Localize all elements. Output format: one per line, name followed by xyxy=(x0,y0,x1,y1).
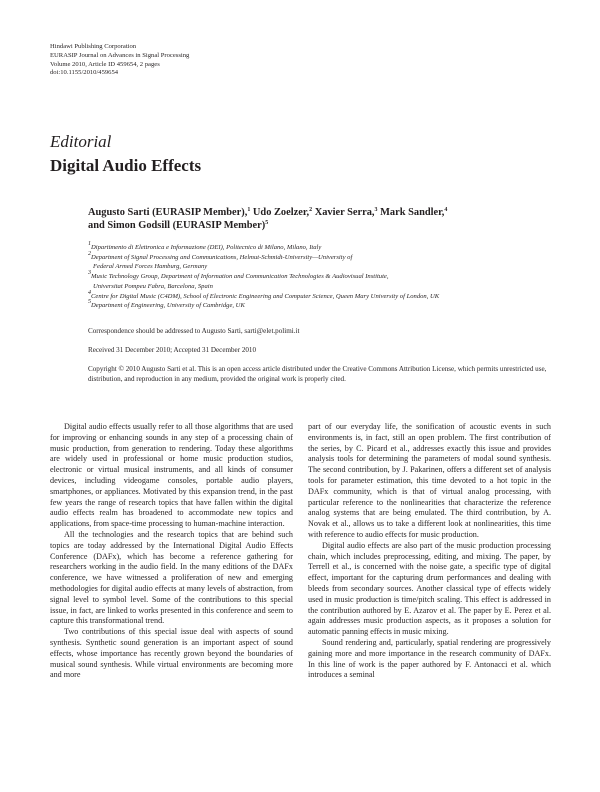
affiliation-mark: 3 xyxy=(88,270,91,277)
volume-line: Volume 2010, Article ID 459654, 2 pages xyxy=(50,60,160,68)
author-affil-mark: 5 xyxy=(265,220,269,227)
author-name: and Simon Godsill (EURASIP Member) xyxy=(88,220,266,232)
affiliation-item xyxy=(88,243,558,253)
affiliation-item xyxy=(88,250,558,263)
author-name: Augusto Sarti (EURASIP Member), xyxy=(88,207,248,218)
body-paragraph: All the technologies and the research topics that are behind such topics are today addressed by the International Digital Audio Effects Conference (DAFx), which has become a reference gathering for researchers working in the audio field. In the many editions of the DAFx conference, we have witnessed a proliferation of new and emerging methodologies for digital audio effects at many levels of abstraction, from signal level to symbol level. Some of the contributions to this special issue, in fact, are linked to works presented in this conference and seem to capture this transformational trend. xyxy=(50,529,293,626)
article-type: Editorial xyxy=(50,132,112,151)
author-line-1 xyxy=(88,206,558,219)
author-line-2 xyxy=(88,219,558,232)
received-dates: Received 31 December 2010; Accepted 31 December 2010 xyxy=(88,346,257,354)
affiliation-item xyxy=(88,301,558,311)
body-paragraph: Digital audio effects are also part of the music production processing chain, which includes preprocessing, editing, and mixing. The paper, by Terrell et al., is concerned with the noise gate, a specific type of digital effect, important for the capturing drum performances and dealing with bleeds from secondary sources. Another classical type of effects widely used in music production is time/pitch scaling. This effect is addressed in the contribution authored by E. Azarov et al. The paper by E. Perez et al. again addresses music production aspects, as it proposes a solution for automatic panning effects in music mixing. xyxy=(308,540,551,637)
affiliation-text: Department of Engineering, University of Cambridge, UK xyxy=(91,302,245,310)
affiliation-continuation: Universitat Pompeu Fabra, Barcelona, Spain xyxy=(93,282,213,290)
body-paragraph-continued: part of our everyday life, the sonification of acoustic events in such environments is, in fact, still an open problem. The first contribution of the series, by C. Picard et al., addresses exactly this issue and provides analysis tools for determining the parameters of modal sound synthesis. The second contribution, by J. Pakarinen, offers a different set of analysis tools for parameter estimation, this time devoted to a hot topic in the DAFx community, which is that of virtual analog processing, with particular reference to the nonlinearities that characterize the reference analog systems that are being emulated. The third contribution, by A. Novak et al., allows us to take a different look at nonlinearities, this time with reference to audio effects for music production. xyxy=(308,422,551,539)
affiliation-mark: 5 xyxy=(88,299,91,306)
author-affil-mark: 2 xyxy=(309,207,313,213)
copyright-notice: Copyright © 2010 Augusto Sarti et al. This is an open access article distributed under the Creative Commons Attribution License, which permits unrestricted use, distribution, and reproduction in any medium, provided the original work is properly cited. xyxy=(88,365,547,384)
body-paragraph: Two contributions of this special issue deal with aspects of sound synthesis. Synthetic sound generation is an important aspect of sound effects, whose importance has recently grown beyond the boundaries of musical sound synthesis. While virtual environments are becoming more and more xyxy=(50,627,293,680)
author-name: Udo Zoelzer, xyxy=(250,207,310,218)
affiliation-mark: 2 xyxy=(88,250,91,257)
affiliation-text: Dipartimento di Elettronica e Informazione (DEI), Politecnico di Milano, Milano, Italy xyxy=(91,244,322,251)
affiliation-text: Department of Signal Processing and Communications, Helmut-Schmidt-University—University of xyxy=(91,253,353,261)
body-column-left xyxy=(50,422,293,681)
affiliation-continuation: Federal Armed Forces Hamburg, Germany xyxy=(93,263,208,271)
author-name: Mark Sandler, xyxy=(377,207,445,218)
journal-header xyxy=(50,43,189,78)
journal-line: EURASIP Journal on Advances in Signal Processing xyxy=(50,51,190,59)
correspondence: Correspondence should be addressed to Augusto Sarti, sarti@elet.polimi.it xyxy=(88,327,300,335)
affiliation-text: Music Technology Group, Department of Information and Communication Technologies & Audiovisual Institute, xyxy=(91,273,389,281)
article-title: Digital Audio Effects xyxy=(50,156,202,175)
affiliation-text: Centre for Digital Music (C4DM), School of Electronic Engineering and Computer Science, Queen Mary University of London, UK xyxy=(91,292,440,300)
affiliation-mark: 1 xyxy=(88,241,91,247)
author-list xyxy=(88,206,558,233)
author-affil-mark: 3 xyxy=(374,207,378,213)
affiliation-item xyxy=(88,272,558,282)
author-affil-mark: 1 xyxy=(247,207,251,213)
author-name: Xavier Serra, xyxy=(312,207,375,218)
author-affil-mark: 4 xyxy=(444,207,448,213)
doi-line: doi:10.1155/2010/459654 xyxy=(50,69,119,77)
affiliation-list xyxy=(88,243,558,311)
affiliation-item xyxy=(88,289,558,302)
affiliation-mark: 4 xyxy=(88,289,91,296)
body-column-right xyxy=(308,422,551,681)
body-paragraph: Digital audio effects usually refer to all those algorithms that are used for improving or enhancing sounds in any step of a processing chain of music production, from generation to rendering. Today these algorithms are widely used in professional or home music production studios, electronic or virtual musical instruments, and all kinds of consumer devices, including videogame consoles, portable audio players, smartphones, or appliances. Motivated by this expansion trend, in the past few years the range of research topics that have fallen within the digital audio effects realm has broadened to accommodate new topics and applications, from space-time processing to human-machine interaction. xyxy=(50,422,293,529)
publisher-line: Hindawi Publishing Corporation xyxy=(50,43,137,50)
body-paragraph: Sound rendering and, particularly, spatial rendering are progressively gaining more and more importance in the research community of DAFx. In this line of work is the paper authored by F. Antonacci et al. which introduces a seminal xyxy=(308,637,551,680)
